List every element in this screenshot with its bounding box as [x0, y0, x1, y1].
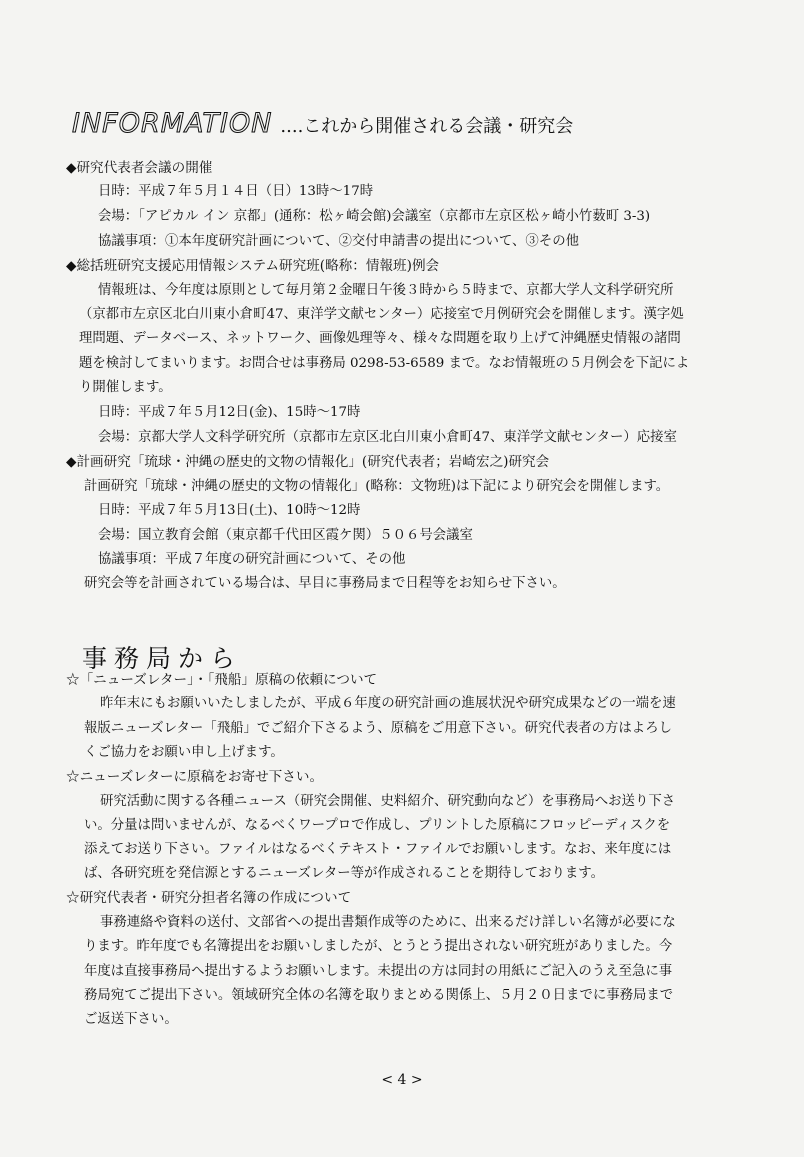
meeting-agenda: 協議事項：①本年度研究計画について、②交付申請書の提出について、③その他: [98, 234, 579, 249]
info-group-paragraph-line: 情報班は、今年度は原則として毎月第２金曜日午後３時から５時まで、京都大学人文科学研究所: [98, 283, 674, 298]
office-heading: 事務局から: [82, 643, 243, 673]
project-agenda: 協議事項：平成７年度の研究計画について、その他: [98, 552, 406, 567]
directory-paragraph-line: 事務連絡や資料の送付、文部省への提出書類作成等のために、出来るだけ詳しい名簿が必要にな: [100, 915, 676, 930]
request-paragraph-line: くご協力をお願い申し上げます。: [84, 745, 284, 760]
information-heading: [72, 108, 573, 139]
submissions-paragraph-line: 添えてお送り下さい。ファイルはなるべくテキスト・ファイルでお願いします。なお、来年度には: [84, 842, 672, 857]
info-group-heading: ◆総括班研究支援応用情報システム研究班(略称：情報班)例会: [66, 258, 440, 274]
directory-paragraph-line: ります。昨年度でも名簿提出をお願いしましたが、とうとう提出されない研究班がありました。今: [84, 939, 673, 954]
submissions-heading: ☆ニューズレターに原稿をお寄せ下さい。: [66, 769, 324, 785]
request-paragraph-line: 報版ニューズレター「飛船」でご紹介下さるよう、原稿をご用意下さい。研究代表者の方はよろし: [84, 721, 672, 736]
info-group-venue: 会場：京都大学人文科学研究所（京都市左京区北白川東小倉町47、東洋学文献センター）応接室: [98, 430, 677, 445]
project-heading: ◆計画研究「琉球・沖縄の歴史的文物の情報化」(研究代表者；岩崎宏之)研究会: [66, 454, 550, 470]
directory-paragraph-line: ご返送下さい。: [84, 1012, 178, 1027]
submissions-paragraph-line: ば、各研究班を発信源とするニューズレター等が作成されることを期待しております。: [84, 866, 604, 881]
directory-heading: ☆研究代表者・研究分担者名簿の作成について: [66, 890, 352, 906]
info-group-paragraph-line: り開催します。: [79, 380, 172, 395]
submissions-paragraph-line: 研究活動に関する各種ニュース（研究会開催、史料紹介、研究動向など）を事務局へお送り下さ: [100, 794, 676, 809]
directory-paragraph-line: 年度は直接事務局へ提出するようお願いします。未提出の方は同封の用紙にご記入のうえ至急に事: [84, 964, 673, 979]
directory-paragraph-line: 務局宛てご提出下さい。領域研究全体の名簿を取りまとめる関係上、５月２０日までに事務局まで: [84, 988, 674, 1003]
request-paragraph-line: 昨年末にもお願いいたしましたが、平成６年度の研究計画の進展状況や研究成果などの一端を速: [100, 696, 676, 711]
submissions-paragraph-line: い。分量は問いませんが、なるべくワープロで作成し、プリントした原稿にフロッピーディスクを: [84, 818, 671, 833]
information-title: INFORMATION: [72, 108, 273, 139]
information-subtitle: ....これから開催される会議・研究会: [280, 116, 574, 137]
meeting-heading: ◆研究代表者会議の開催: [66, 160, 213, 176]
request-heading: ☆「ニューズレター」・「飛船」原稿の依頼について: [66, 672, 378, 688]
meeting-date: 日時：平成７年５月１４日（日）13時～17時: [98, 184, 374, 199]
project-venue: 会場：国立教育会館（東京都千代田区霞ケ関）５０６号会議室: [98, 528, 473, 543]
info-group-date: 日時：平成７年５月12日(金)、15時～17時: [98, 405, 361, 420]
meeting-venue: 会場：「アピカル イン 京都」(通称：松ヶ崎会館)会議室（京都市左京区松ヶ崎小竹薮町 3-3): [98, 209, 651, 224]
info-group-paragraph-line: （京都市左京区北白川東小倉町47、東洋学文献センター）応接室で月例研究会を開催します。漢字処: [79, 307, 684, 322]
page-number: < 4 >: [381, 1072, 423, 1088]
planning-notice: 研究会等を計画されている場合は、早目に事務局まで日程等をお知らせ下さい。: [84, 576, 566, 591]
info-group-paragraph-line: 理問題、データベース、ネットワーク、画像処理等々、様々な問題を取り上げて沖縄歴史情報の諸問: [79, 331, 681, 346]
info-group-paragraph-line: 題を検討してまいります。お問合せは事務局 0298-53-6589 まで。なお情報班の５月例会を下記によ: [79, 356, 690, 371]
project-date: 日時：平成７年５月13日(土)、10時～12時: [98, 503, 361, 518]
project-paragraph: 計画研究「琉球・沖縄の歴史的文物の情報化」(略称：文物班)は下記により研究会を開催します。: [84, 479, 670, 494]
